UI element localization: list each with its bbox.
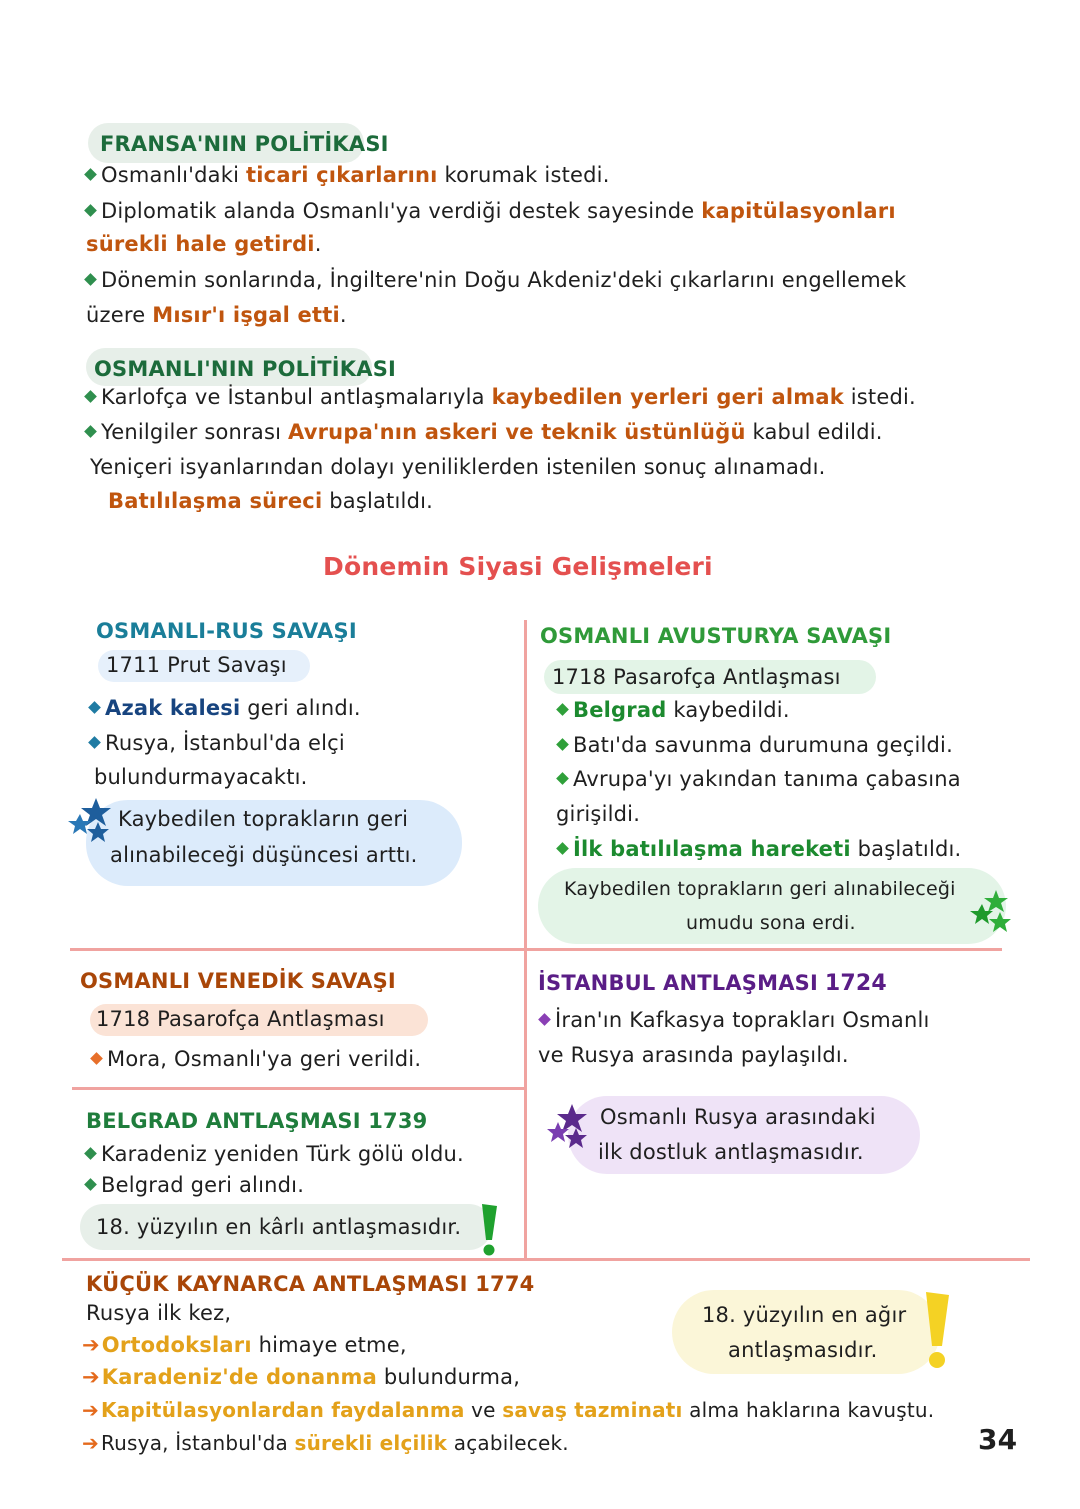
avusturya-note-2: umudu sona erdi. xyxy=(686,912,856,934)
belgrad-bullet-2: Belgrad geri alındı. xyxy=(86,1172,304,1198)
istanbul-note-1: Osmanlı Rusya arasındaki xyxy=(600,1105,876,1129)
bullet-icon xyxy=(538,1013,551,1026)
rus-title: OSMANLI-RUS SAVAŞI xyxy=(96,619,357,643)
venedik-bullet-1: Mora, Osmanlı'ya geri verildi. xyxy=(92,1046,421,1072)
venedik-title: OSMANLI VENEDİK SAVAŞI xyxy=(80,969,396,993)
bullet-icon xyxy=(556,738,569,751)
avusturya-title: OSMANLI AVUSTURYA SAVAŞI xyxy=(540,624,892,648)
kucuk-note-1: 18. yüzyılın en ağır xyxy=(702,1303,907,1327)
belgrad-title: BELGRAD ANTLAŞMASI 1739 xyxy=(86,1109,428,1133)
bullet-icon xyxy=(84,204,97,217)
exclamation-icon xyxy=(922,1290,952,1372)
osmanli-title: OSMANLI'NIN POLİTİKASI xyxy=(94,357,397,381)
divider-horizontal-2 xyxy=(72,1087,524,1090)
rus-bullet-1: Azak kalesi geri alındı. xyxy=(90,695,361,721)
belgrad-note: 18. yüzyılın en kârlı antlaşmasıdır. xyxy=(96,1215,462,1239)
fransa-title: FRANSA'NIN POLİTİKASI xyxy=(100,132,389,156)
star-cluster-icon xyxy=(546,1102,594,1154)
arrow-right-icon: ➔ xyxy=(82,1365,100,1389)
arrow-right-icon: ➔ xyxy=(82,1333,100,1357)
divider-horizontal-3 xyxy=(62,1258,1030,1261)
avusturya-bullet-3: Avrupa'yı yakından tanıma çabasına xyxy=(558,766,961,792)
kucuk-item-4: ➔ Rusya, İstanbul'da sürekli elçilik açabilecek. xyxy=(82,1431,569,1455)
bullet-icon xyxy=(88,736,101,749)
star-cluster-icon xyxy=(968,888,1014,938)
avusturya-bullet-4: İlk batılılaşma hareketi başlatıldı. xyxy=(558,836,961,862)
istanbul-title: İSTANBUL ANTLAŞMASI 1724 xyxy=(538,971,887,996)
kucuk-item-2: ➔Karadeniz'de donanma bulundurma, xyxy=(82,1365,521,1389)
fransa-line-2: Diplomatik alanda Osmanlı'ya verdiği destek sayesinde kapitülasyonları xyxy=(86,198,896,224)
kucuk-item-1: ➔Ortodoksları himaye etme, xyxy=(82,1333,407,1357)
exclamation-icon xyxy=(478,1202,500,1258)
belgrad-bullet-1: Karadeniz yeniden Türk gölü oldu. xyxy=(86,1141,464,1167)
divider-vertical xyxy=(524,620,527,1260)
rus-bullet-2b: bulundurmayacaktı. xyxy=(94,765,308,789)
osmanli-line-3: Yeniçeri isyanlarından dolayı yeniliklerden istenilen sonuç alınamadı. xyxy=(90,455,826,479)
rus-note-2: alınabileceği düşüncesi arttı. xyxy=(110,843,418,867)
rus-note-1: Kaybedilen toprakların geri xyxy=(118,807,409,831)
bullet-icon xyxy=(90,1052,103,1065)
avusturya-sub: 1718 Pasarofça Antlaşması xyxy=(552,665,841,689)
bullet-icon xyxy=(88,701,101,714)
rus-bullet-2: Rusya, İstanbul'da elçi xyxy=(90,730,345,756)
kucuk-intro: Rusya ilk kez, xyxy=(86,1301,232,1325)
avusturya-note-1: Kaybedilen toprakların geri alınabileceği xyxy=(564,878,956,900)
bullet-icon xyxy=(556,772,569,785)
osmanli-line-2: Yenilgiler sonrası Avrupa'nın askeri ve teknik üstünlüğü kabul edildi. xyxy=(86,419,883,445)
osmanli-line-4: Batılılaşma süreci başlatıldı. xyxy=(108,489,434,513)
bullet-icon xyxy=(556,842,569,855)
kucuk-title: KÜÇÜK KAYNARCA ANTLAŞMASI 1774 xyxy=(86,1272,535,1296)
istanbul-bullet-1: İran'ın Kafkasya toprakları Osmanlı xyxy=(540,1007,930,1033)
bullet-icon xyxy=(84,168,97,181)
arrow-right-icon: ➔ xyxy=(82,1431,99,1455)
bullet-icon xyxy=(84,1178,97,1191)
istanbul-bullet-1b: ve Rusya arasında paylaşıldı. xyxy=(538,1043,849,1067)
kucuk-note-2: antlaşmasıdır. xyxy=(728,1338,878,1362)
bullet-icon xyxy=(84,390,97,403)
fransa-line-4: Dönemin sonlarında, İngiltere'nin Doğu Akdeniz'deki çıkarlarını engellemek xyxy=(86,267,906,293)
osmanli-line-1: Karlofça ve İstanbul antlaşmalarıyla kaybedilen yerleri geri almak istedi. xyxy=(86,384,916,410)
avusturya-bullet-1: Belgrad kaybedildi. xyxy=(558,697,790,723)
bullet-icon xyxy=(84,273,97,286)
fransa-line-5: üzere Mısır'ı işgal etti. xyxy=(86,303,347,327)
bullet-icon xyxy=(84,425,97,438)
fransa-line-1: Osmanlı'daki ticari çıkarlarını korumak istedi. xyxy=(86,162,610,188)
arrow-right-icon: ➔ xyxy=(82,1398,99,1422)
page-number: 34 xyxy=(978,1423,1018,1456)
avusturya-bullet-3b: girişildi. xyxy=(556,802,641,826)
rus-sub: 1711 Prut Savaşı xyxy=(106,653,287,677)
bullet-icon xyxy=(556,703,569,716)
star-cluster-icon xyxy=(66,796,116,848)
venedik-sub: 1718 Pasarofça Antlaşması xyxy=(96,1007,385,1031)
bullet-icon xyxy=(84,1147,97,1160)
avusturya-bullet-2: Batı'da savunma durumuna geçildi. xyxy=(558,732,953,758)
fransa-line-3: sürekli hale getirdi. xyxy=(86,232,322,256)
section-title: Dönemin Siyasi Gelişmeleri xyxy=(323,552,713,581)
divider-horizontal-1 xyxy=(70,948,1002,951)
istanbul-note-2: ilk dostluk antlaşmasıdır. xyxy=(598,1140,864,1164)
kucuk-item-3: ➔ Kapitülasyonlardan faydalanma ve savaş tazminatı alma haklarına kavuştu. xyxy=(82,1398,935,1422)
